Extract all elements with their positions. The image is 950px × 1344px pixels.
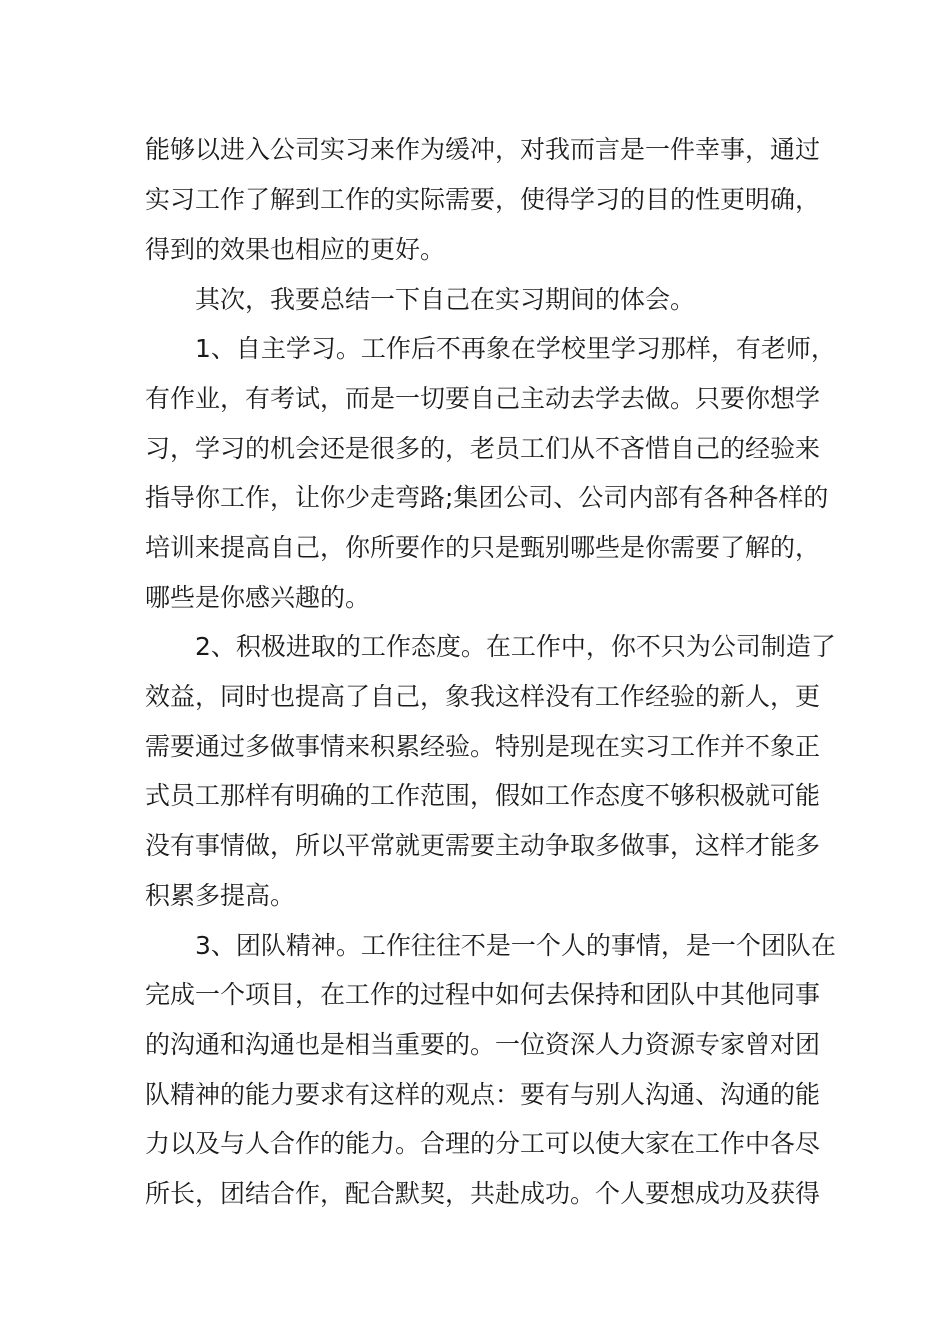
text-line: 需要通过多做事情来积累经验。特别是现在实习工作并不象正 <box>145 732 821 761</box>
text-line: 有作业，有考试，而是一切要自己主动去学去做。只要你想学 <box>145 384 821 413</box>
text-line: 所长，团结合作，配合默契，共赴成功。个人要想成功及获得 <box>145 1179 821 1208</box>
text-line: 3、团队精神。工作往往不是一个人的事情，是一个团队在 <box>195 931 836 960</box>
text-line: 培训来提高自己，你所要作的只是甄别哪些是你需要了解的， <box>145 533 821 562</box>
text-line: 指导你工作，让你少走弯路;集团公司、公司内部有各种各样的 <box>145 483 829 512</box>
text-line: 没有事情做，所以平常就更需要主动争取多做事，这样才能多 <box>145 831 821 860</box>
text-line: 积累多提高。 <box>145 881 296 910</box>
text-line: 实习工作了解到工作的实际需要，使得学习的目的性更明确， <box>145 185 821 214</box>
text-line: 的沟通和沟通也是相当重要的。一位资深人力资源专家曾对团 <box>145 1030 821 1059</box>
text-line: 1、自主学习。工作后不再象在学校里学习那样，有老师， <box>195 334 836 363</box>
text-line: 哪些是你感兴趣的。 <box>145 583 371 612</box>
text-line: 习，学习的机会还是很多的，老员工们从不吝惜自己的经验来 <box>145 434 821 463</box>
text-line: 其次，我要总结一下自己在实习期间的体会。 <box>195 285 696 314</box>
text-line: 完成一个项目，在工作的过程中如何去保持和团队中其他同事 <box>145 980 821 1009</box>
text-line: 能够以进入公司实习来作为缓冲，对我而言是一件幸事，通过 <box>145 135 821 164</box>
text-line: 力以及与人合作的能力。合理的分工可以使大家在工作中各尽 <box>145 1129 821 1158</box>
text-line: 得到的效果也相应的更好。 <box>145 235 446 264</box>
text-line: 式员工那样有明确的工作范围，假如工作态度不够积极就可能 <box>145 781 821 810</box>
text-line: 效益，同时也提高了自己，象我这样没有工作经验的新人，更 <box>145 682 821 711</box>
text-line: 队精神的能力要求有这样的观点：要有与别人沟通、沟通的能 <box>145 1080 821 1109</box>
text-line: 2、积极进取的工作态度。在工作中，你不只为公司制造了 <box>195 632 836 661</box>
